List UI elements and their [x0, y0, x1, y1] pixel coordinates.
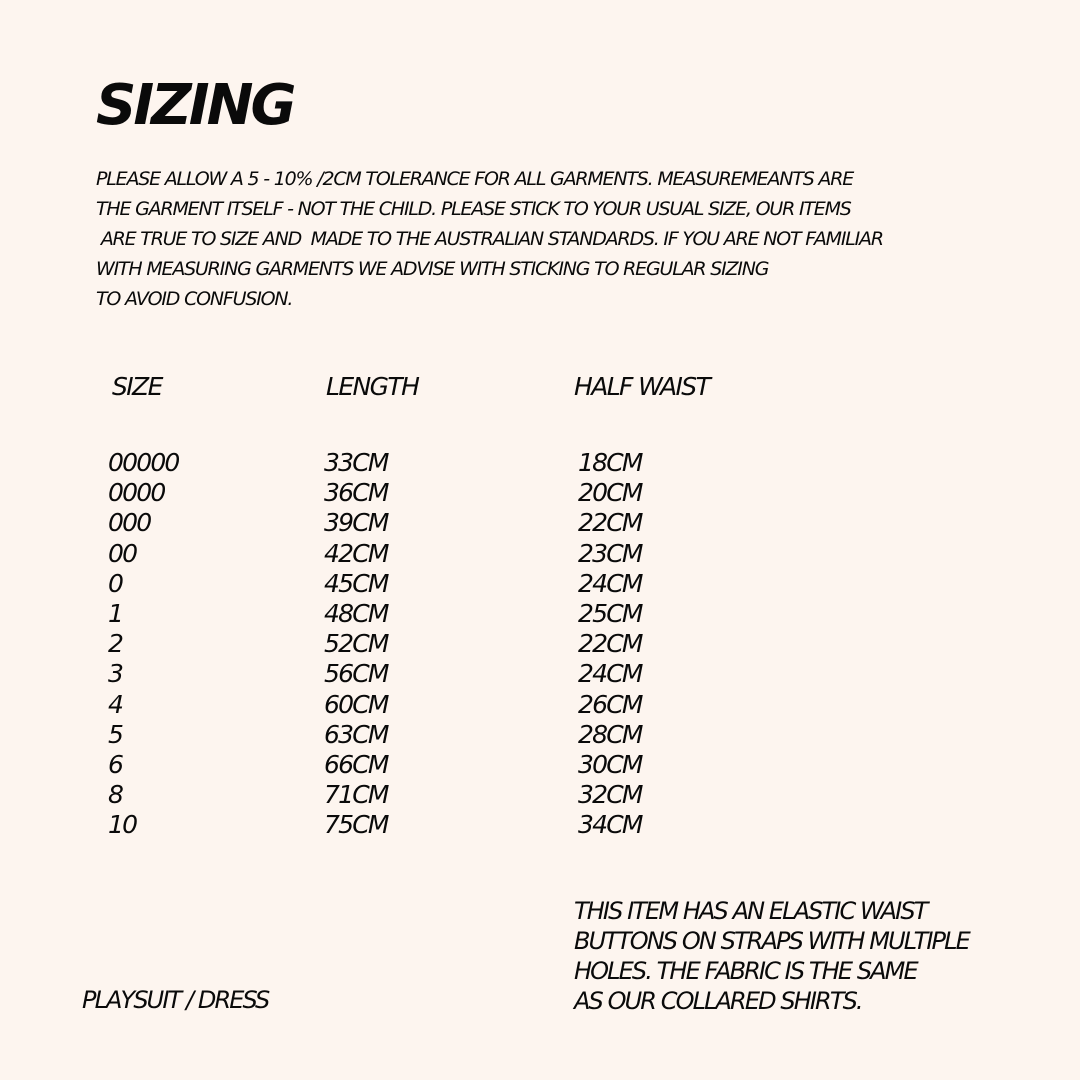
- table-row: [108, 810, 708, 840]
- notice-line: PLEASE ALLOW A 5 - 10% /2CM TOLERANCE FOR ALL GARMENTS. MEASUREMEANTS ARE: [96, 168, 854, 190]
- half-waist-cell: 18CM: [578, 448, 642, 477]
- size-cell: 8: [108, 780, 123, 810]
- description-line: THIS ITEM HAS AN ELASTIC WAIST: [574, 897, 927, 925]
- notice-line: TO AVOID CONFUSION.: [96, 288, 293, 310]
- size-cell: 4: [108, 689, 123, 719]
- half-waist-cell: 32CM: [578, 780, 642, 810]
- notice-line: WITH MEASURING GARMENTS WE ADVISE WITH STICKING TO REGULAR SIZING: [96, 258, 769, 280]
- length-cell: 39CM: [324, 508, 388, 538]
- table-row: [108, 569, 708, 599]
- half-waist-cell: 28CM: [578, 719, 642, 749]
- length-cell: 56CM: [324, 659, 388, 689]
- column-header-length: LENGTH: [326, 372, 419, 401]
- length-cell: 36CM: [324, 478, 388, 508]
- table-row: [108, 750, 708, 780]
- half-waist-cell: 26CM: [578, 689, 642, 719]
- description-line: BUTTONS ON STRAPS WITH MULTIPLE: [574, 927, 969, 955]
- description-line: HOLES. THE FABRIC IS THE SAME: [574, 957, 917, 985]
- table-row: [108, 508, 708, 538]
- notice-line: THE GARMENT ITSELF - NOT THE CHILD. PLEASE STICK TO YOUR USUAL SIZE, OUR ITEMS: [96, 198, 851, 220]
- half-waist-cell: 22CM: [578, 629, 642, 659]
- column-header-half-waist: HALF WAIST: [574, 372, 710, 401]
- length-cell: 75CM: [324, 810, 388, 840]
- size-cell: 00: [108, 538, 137, 568]
- half-waist-cell: 24CM: [578, 659, 642, 689]
- half-waist-cell: 30CM: [578, 749, 642, 779]
- size-cell: 10: [108, 810, 137, 840]
- half-waist-cell: 34CM: [578, 810, 642, 840]
- length-cell: 42CM: [324, 538, 388, 568]
- half-waist-cell: 22CM: [578, 508, 642, 538]
- garment-description: [574, 896, 1034, 1016]
- table-row: [108, 448, 708, 478]
- table-row: [108, 629, 708, 659]
- length-cell: 33CM: [324, 448, 388, 477]
- half-waist-cell: 20CM: [578, 478, 642, 508]
- product-type-label: PLAYSUIT / DRESS: [82, 986, 269, 1014]
- table-row: [108, 690, 708, 720]
- size-cell: 5: [108, 719, 123, 749]
- size-cell: 0000: [108, 478, 165, 508]
- size-table-body: [108, 448, 708, 840]
- length-cell: 60CM: [324, 689, 388, 719]
- size-cell: 0: [108, 568, 123, 598]
- half-waist-cell: 24CM: [578, 568, 642, 598]
- table-row: [108, 720, 708, 750]
- table-row: [108, 659, 708, 689]
- length-cell: 63CM: [324, 719, 388, 749]
- size-cell: 00000: [108, 448, 179, 477]
- size-cell: 3: [108, 659, 123, 689]
- table-row: [108, 478, 708, 508]
- length-cell: 48CM: [324, 598, 388, 628]
- length-cell: 66CM: [324, 749, 388, 779]
- half-waist-cell: 25CM: [578, 598, 642, 628]
- notice-line: ARE TRUE TO SIZE AND MADE TO THE AUSTRALIAN STANDARDS. IF YOU ARE NOT FAMILIAR: [96, 228, 883, 250]
- size-cell: 6: [108, 749, 123, 779]
- column-header-size: SIZE: [112, 372, 162, 401]
- length-cell: 45CM: [324, 568, 388, 598]
- table-row: [108, 599, 708, 629]
- table-row: [108, 539, 708, 569]
- tolerance-notice: [96, 164, 956, 314]
- description-line: AS OUR COLLARED SHIRTS.: [574, 987, 862, 1015]
- page-title: SIZING: [96, 73, 294, 138]
- size-cell: 000: [108, 508, 151, 538]
- length-cell: 52CM: [324, 629, 388, 659]
- size-cell: 2: [108, 629, 123, 659]
- size-cell: 1: [108, 598, 123, 628]
- length-cell: 71CM: [324, 780, 388, 810]
- half-waist-cell: 23CM: [578, 538, 642, 568]
- table-row: [108, 780, 708, 810]
